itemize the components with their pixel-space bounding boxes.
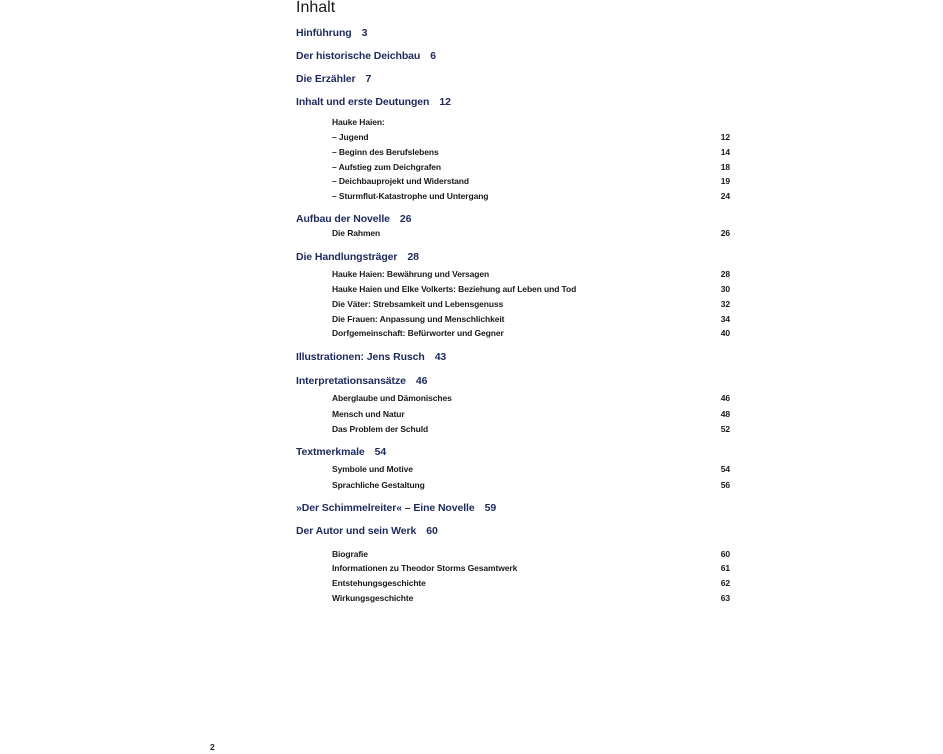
toc-subentry[interactable]: [332, 314, 730, 324]
section-title: Der Autor und sein Werk: [296, 525, 417, 537]
toc-section-entry[interactable]: [296, 525, 438, 537]
subentry-page-number: 26: [720, 228, 730, 238]
section-page-number: 26: [399, 213, 412, 225]
subentry-page-number: 60: [720, 549, 730, 559]
toc-subentry[interactable]: [332, 393, 730, 403]
subentry-title: Die Rahmen: [332, 228, 381, 238]
section-page-number: 59: [484, 502, 497, 514]
subentry-page-number: 19: [720, 176, 730, 186]
section-page-number: 28: [407, 251, 419, 263]
section-page-number: 6: [430, 50, 436, 62]
subentry-title: Die Frauen: Anpassung und Menschlichkeit: [332, 314, 505, 324]
toc-section-entry[interactable]: [296, 446, 386, 458]
subentry-title: Mensch und Natur: [332, 409, 405, 419]
toc-section-entry[interactable]: [296, 73, 371, 85]
subentry-page-number: 54: [720, 464, 730, 474]
subentry-title: – Beginn des Berufslebens: [332, 147, 439, 157]
subentry-page-number: 61: [720, 563, 730, 573]
subentry-page-number: 18: [720, 162, 730, 172]
section-title: Die Handlungsträger: [296, 251, 398, 263]
subentry-title: Informationen zu Theodor Storms Gesamtwerk: [332, 563, 518, 573]
toc-subentry[interactable]: [332, 147, 730, 157]
toc-section-entry[interactable]: [296, 351, 446, 363]
subentry-title: – Jugend: [332, 132, 369, 142]
section-title: Die Erzähler: [296, 73, 356, 85]
subentry-title: Dorfgemeinschaft: Befürworter und Gegner: [332, 328, 504, 338]
subentry-page-number: 24: [720, 191, 730, 201]
subentry-title: Hauke Haien: Bewährung und Versagen: [332, 269, 490, 279]
subentry-page-number: 62: [720, 578, 730, 588]
subentry-page-number: 34: [720, 314, 730, 324]
section-title: Textmerkmale: [296, 446, 365, 458]
toc-subentry[interactable]: [332, 563, 730, 573]
subentry-page-number: 30: [720, 284, 730, 294]
toc-subentry[interactable]: [332, 176, 730, 186]
section-title: Der historische Deichbau: [296, 50, 421, 62]
subentry-page-number: 63: [720, 593, 730, 603]
toc-subentry[interactable]: [332, 593, 730, 603]
toc-section-entry[interactable]: [296, 50, 436, 62]
toc-subentry[interactable]: [332, 228, 730, 238]
page-number: 2: [210, 742, 215, 752]
subentry-page-number: 32: [720, 299, 730, 309]
toc-subentry[interactable]: [332, 578, 730, 588]
toc-subentry[interactable]: [332, 117, 730, 127]
toc-subentry[interactable]: [332, 299, 730, 309]
toc-section-entry[interactable]: [296, 251, 419, 263]
toc-subentry[interactable]: [332, 409, 730, 419]
subentry-title: – Deichbauprojekt und Widerstand: [332, 176, 469, 186]
subentry-title: Hauke Haien und Elke Volkerts: Beziehung auf Leben und Tod: [332, 284, 577, 294]
toc-subentry[interactable]: [332, 162, 730, 172]
section-page-number: 46: [415, 375, 428, 387]
toc-subentry[interactable]: [332, 480, 730, 490]
toc-subentry[interactable]: [332, 269, 730, 279]
toc-subentry[interactable]: [332, 328, 730, 338]
subentry-page-number: 46: [720, 393, 730, 403]
subentry-page-number: 12: [720, 132, 730, 142]
section-title: Inhalt und erste Deutungen: [296, 96, 430, 108]
subentry-title: Wirkungsgeschichte: [332, 593, 414, 603]
section-title: Hinführung: [296, 27, 352, 39]
section-page-number: 60: [426, 525, 438, 537]
toc-subentry[interactable]: [332, 424, 730, 434]
subentry-page-number: 14: [720, 147, 730, 157]
toc-section-entry[interactable]: [296, 375, 427, 387]
subentry-title: – Aufstieg zum Deichgrafen: [332, 162, 442, 172]
section-page-number: 54: [374, 446, 387, 458]
toc-subentry[interactable]: [332, 549, 730, 559]
section-title: »Der Schimmelreiter« – Eine Novelle: [296, 502, 475, 514]
section-title: Aufbau der Novelle: [296, 213, 390, 225]
toc-subentry[interactable]: [332, 464, 730, 474]
subentry-page-number: 28: [720, 269, 730, 279]
page-title: Inhalt: [296, 0, 336, 16]
section-title: Interpretationsansätze: [296, 375, 406, 387]
subentry-title: Entstehungsgeschichte: [332, 578, 426, 588]
toc-section-entry[interactable]: [296, 213, 411, 225]
toc-subentry[interactable]: [332, 284, 730, 294]
toc-section-entry[interactable]: [296, 96, 451, 108]
subentry-title: Aberglaube und Dämonisches: [332, 393, 452, 403]
toc-section-entry[interactable]: [296, 27, 367, 39]
subentry-page-number: 48: [720, 409, 730, 419]
subentry-title: Sprachliche Gestaltung: [332, 480, 425, 490]
toc-subentry[interactable]: [332, 191, 730, 201]
toc-subentry[interactable]: [332, 132, 730, 142]
subentry-page-number: 52: [720, 424, 730, 434]
subentry-title: Die Väter: Strebsamkeit und Lebensgenuss: [332, 299, 504, 309]
subentry-title: – Sturmflut-Katastrophe und Untergang: [332, 191, 489, 201]
toc-section-entry[interactable]: [296, 502, 496, 514]
subentry-title: Das Problem der Schuld: [332, 424, 429, 434]
section-page-number: 12: [439, 96, 451, 108]
section-page-number: 7: [365, 73, 372, 85]
subentry-title: Biografie: [332, 549, 368, 559]
section-title: Illustrationen: Jens Rusch: [296, 351, 425, 363]
subentry-page-number: 56: [720, 480, 730, 490]
section-page-number: 3: [361, 27, 368, 39]
subentry-title: Symbole und Motive: [332, 464, 413, 474]
section-page-number: 43: [434, 351, 447, 363]
subentry-title: Hauke Haien:: [332, 117, 385, 127]
subentry-page-number: 40: [720, 328, 730, 338]
